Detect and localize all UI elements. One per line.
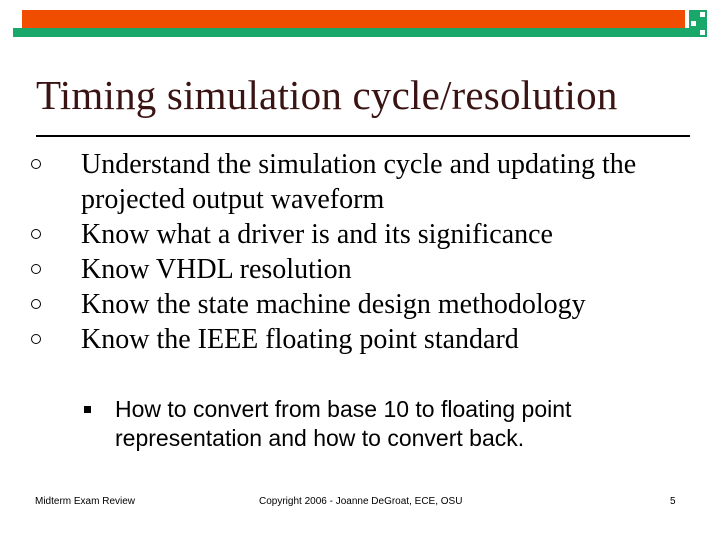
sub-bullet-text: How to convert from base 10 to floating point representation and how to convert back.	[115, 396, 572, 451]
header-square	[698, 10, 707, 19]
list-item	[0, 252, 691, 287]
header-green-band	[22, 28, 698, 37]
header-orange-band	[22, 10, 685, 28]
square-bullet-icon	[84, 406, 91, 413]
bullet-text: Know VHDL resolution	[81, 254, 352, 285]
bullet-text: Know the IEEE floating point standard	[81, 324, 519, 355]
hollow-circle-bullet-icon	[31, 159, 41, 169]
list-item	[0, 322, 691, 357]
list-item	[0, 217, 691, 252]
hollow-circle-bullet-icon	[31, 264, 41, 274]
hollow-circle-bullet-icon	[31, 334, 41, 344]
header-square	[689, 19, 698, 28]
list-item	[0, 287, 691, 322]
header-decoration	[0, 0, 720, 40]
footer-copyright: Copyright 2006 - Joanne DeGroat, ECE, OSU	[259, 496, 463, 507]
header-square	[13, 28, 22, 37]
bullet-text: Know the state machine design methodology	[81, 289, 586, 320]
list-item	[0, 147, 691, 217]
page-number: 5	[670, 496, 676, 507]
header-square	[698, 28, 707, 37]
sub-list-item	[0, 395, 655, 453]
hollow-circle-bullet-icon	[31, 229, 41, 239]
title-divider	[36, 135, 690, 137]
hollow-circle-bullet-icon	[31, 299, 41, 309]
slide-title: Timing simulation cycle/resolution	[36, 72, 618, 118]
header-square	[698, 19, 707, 28]
bullet-text: Understand the simulation cycle and updating the projected output waveform	[81, 149, 637, 215]
bullet-text: Know what a driver is and its significance	[81, 219, 553, 250]
header-square	[689, 10, 698, 19]
bullet-list	[0, 147, 691, 357]
footer-title: Midterm Exam Review	[35, 496, 136, 507]
